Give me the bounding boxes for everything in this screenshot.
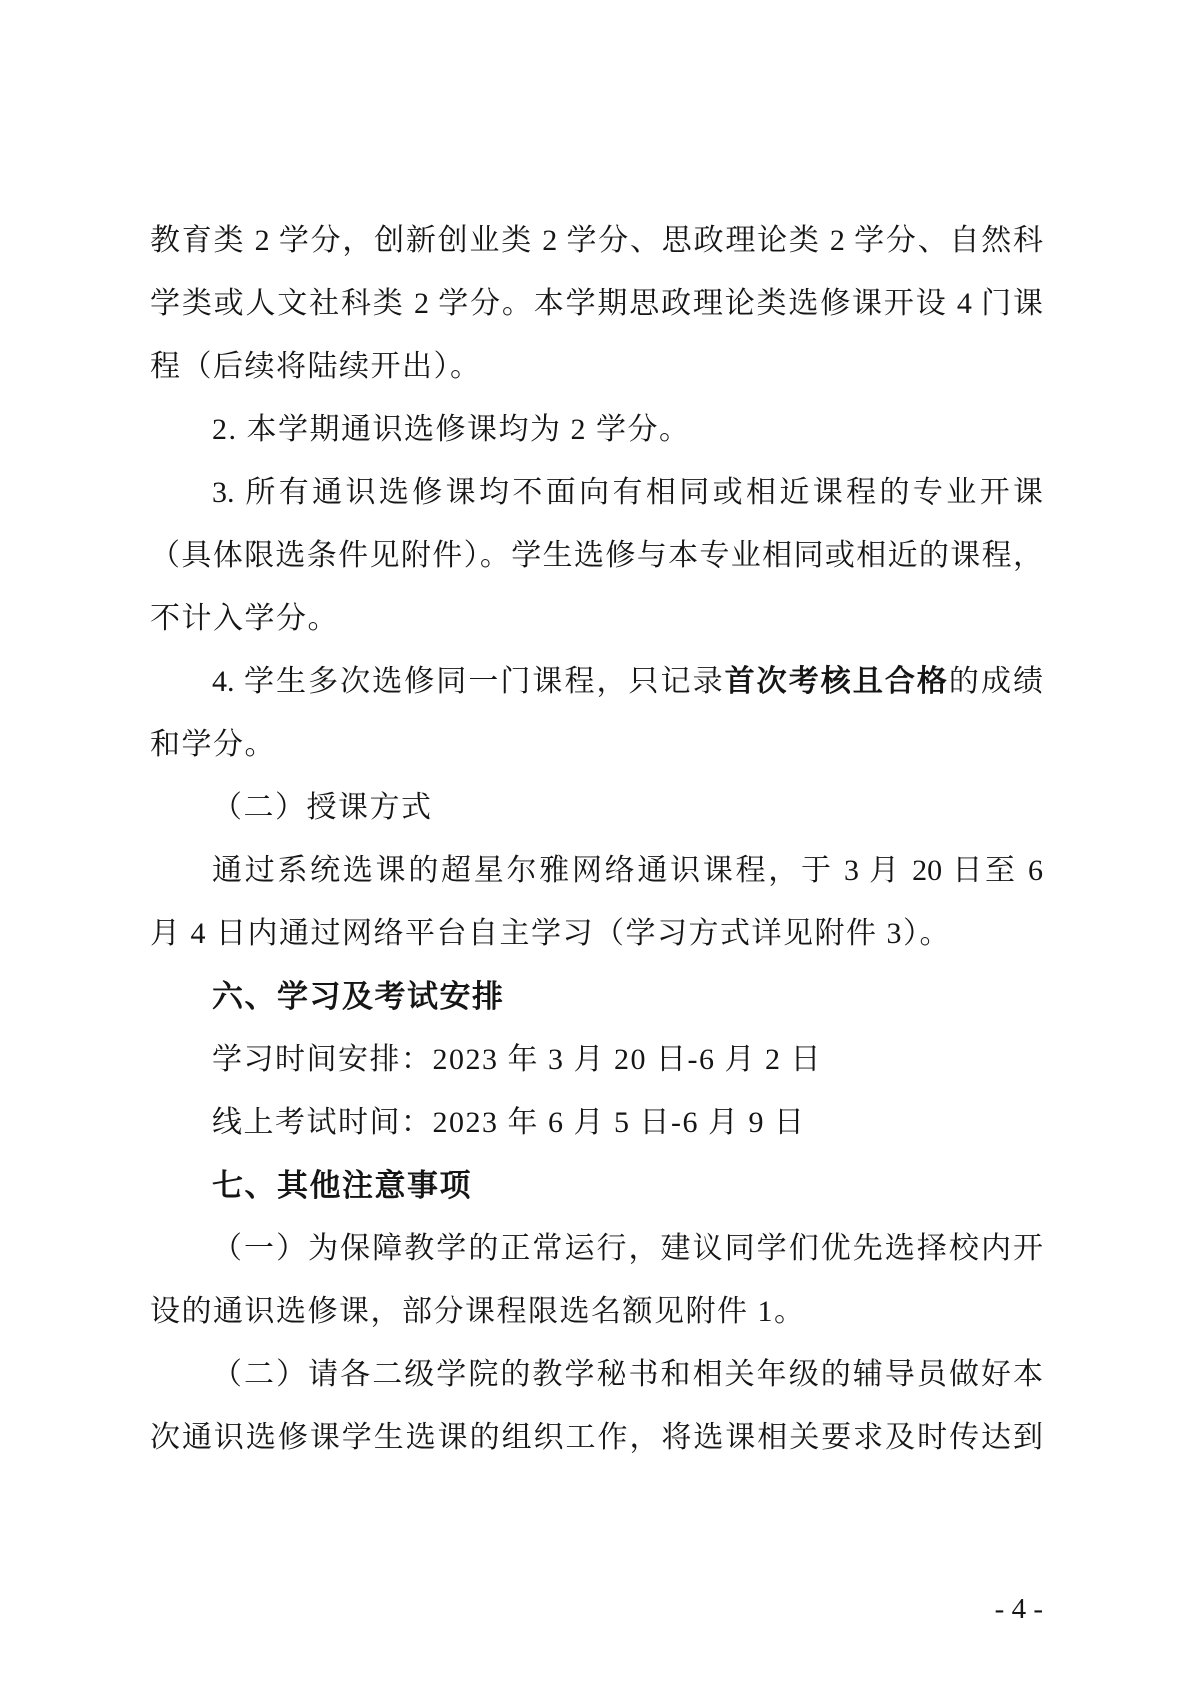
text-line: [150, 1343, 1043, 1406]
text-segment: 程（后续将陆续开出）。: [150, 350, 482, 383]
bold-emphasis-text: 首次考核且合格: [724, 665, 949, 698]
text-line: [150, 1217, 1043, 1280]
text-segment: 次通识选修课学生选课的组织工作，将选课相关要求及时传达到: [150, 1421, 1043, 1454]
text-segment: （一）为保障教学的正常运行，建议同学们优先选择校内开: [212, 1232, 1043, 1265]
text-segment: 和学分。: [150, 728, 276, 761]
text-line: [150, 209, 1043, 272]
text-segment: （二）请各二级学院的教学秘书和相关年级的辅导员做好本: [212, 1358, 1043, 1391]
text-line: [150, 650, 1043, 713]
text-line: [150, 272, 1043, 335]
text-line: [150, 587, 1043, 650]
text-line: [150, 839, 1043, 902]
text-line: [150, 524, 1043, 587]
text-line: [150, 1406, 1043, 1469]
text-segment: 4. 学生多次选修同一门课程，只记录: [212, 665, 725, 698]
text-segment: 2. 本学期通识选修课均为 2 学分。: [212, 413, 691, 446]
text-segment: 学类或人文社科类 2 学分。本学期思政理论类选修课开设 4 门课: [150, 287, 1043, 320]
text-segment: 七、其他注意事项: [212, 1168, 472, 1203]
text-line: [150, 335, 1043, 398]
document-body: [150, 209, 1043, 1469]
text-line: [150, 713, 1043, 776]
text-line: [150, 776, 1043, 839]
text-segment: 学习时间安排：2023 年 3 月 20 日-6 月 2 日: [212, 1043, 822, 1076]
text-segment: 通过系统选课的超星尔雅网络通识课程，于 3 月 20 日至 6: [212, 854, 1043, 887]
text-segment: 设的通识选修课，部分课程限选名额见附件 1。: [150, 1295, 806, 1328]
text-segment: 六、学习及考试安排: [212, 979, 505, 1014]
section-heading: [150, 965, 1043, 1028]
section-heading: [150, 1154, 1043, 1217]
text-line: [150, 398, 1043, 461]
text-segment: 的成绩: [948, 665, 1044, 698]
text-line: [150, 1028, 1043, 1091]
text-line: [150, 1091, 1043, 1154]
text-line: [150, 461, 1043, 524]
text-segment: 3. 所有通识选修课均不面向有相同或相近课程的专业开课: [212, 476, 1043, 509]
text-segment: 线上考试时间：2023 年 6 月 5 日-6 月 9 日: [212, 1106, 806, 1139]
text-line: [150, 1280, 1043, 1343]
text-segment: （具体限选条件见附件）。学生选修与本专业相同或相近的课程，: [150, 539, 1043, 572]
text-line: [150, 902, 1043, 965]
text-segment: （二）授课方式: [212, 791, 433, 824]
text-segment: 不计入学分。: [150, 602, 339, 635]
text-segment: 月 4 日内通过网络平台自主学习（学习方式详见附件 3）。: [150, 917, 951, 950]
page-number: - 4 -: [994, 1593, 1043, 1625]
text-segment: 教育类 2 学分，创新创业类 2 学分、思政理论类 2 学分、自然科: [150, 224, 1043, 257]
